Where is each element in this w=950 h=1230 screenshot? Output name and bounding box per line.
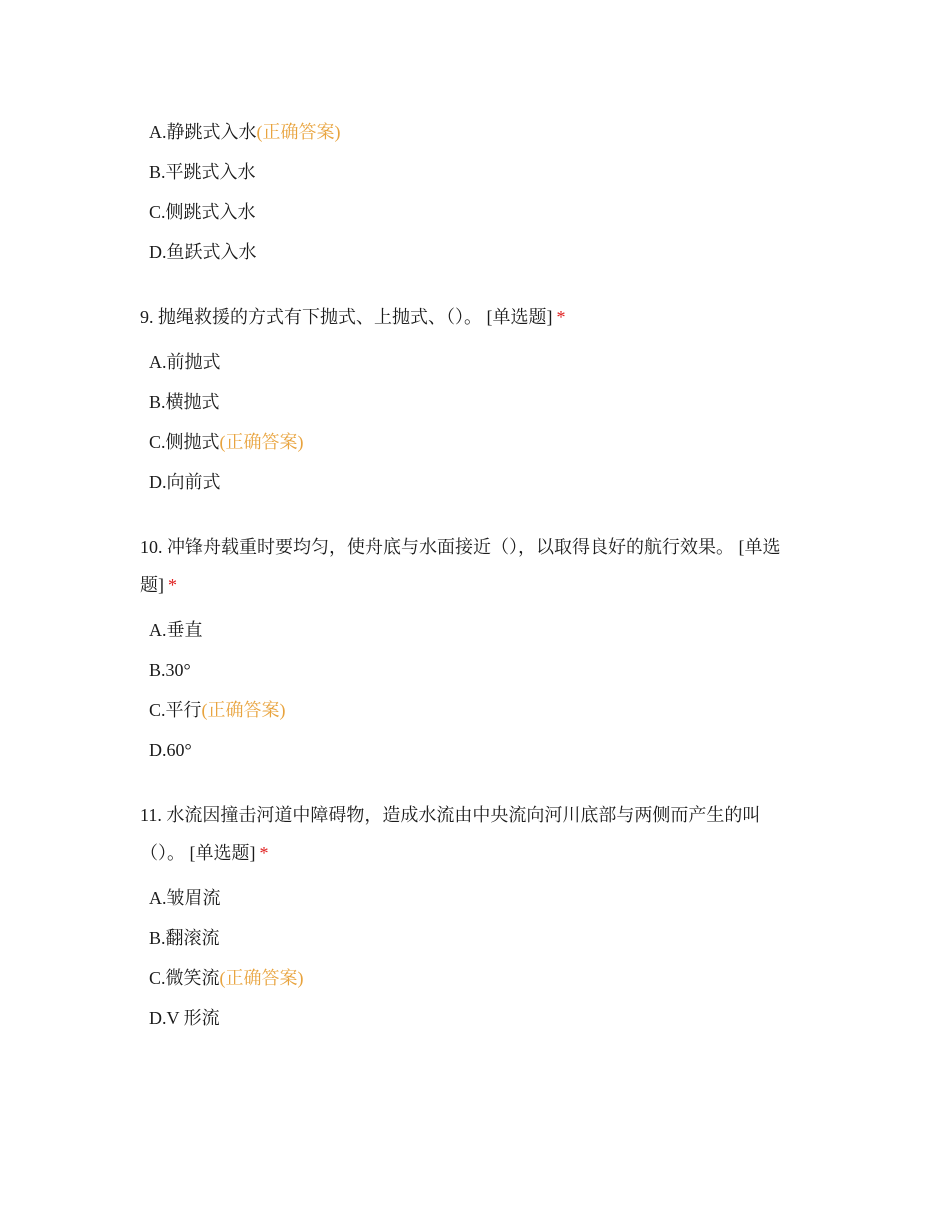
option-text: D.V 形流 [149,1008,220,1028]
option-text: B.横抛式 [149,392,220,412]
option-b [140,650,805,690]
option-text: B.30° [149,660,191,680]
option-b [140,918,805,958]
question-text: 9. 抛绳救援的方式有下抛式、上抛式、（）。 [单选题] [140,307,553,327]
option-text: A.静跳式入水 [149,122,257,142]
option-b [140,152,805,192]
option-text: A.垂直 [149,620,203,640]
option-text: A.皱眉流 [149,888,221,908]
option-d [140,998,805,1038]
option-text: B.平跳式入水 [149,162,256,182]
question-block-10 [140,528,805,770]
required-marker: * [259,843,269,863]
option-text: C.侧抛式 [149,432,220,452]
survey-answer-sheet [140,112,805,1064]
correct-answer-label: (正确答案) [219,432,304,452]
option-text: D.鱼跃式入水 [149,242,257,262]
question-text: 11. 水流因撞击河道中障碍物，造成水流由中央流向河川底部与两侧而产生的叫（）。 [单选题] [140,805,761,863]
option-text: D.60° [149,740,192,760]
option-a [140,610,805,650]
option-d [140,730,805,770]
option-c [140,192,805,232]
option-text: C.平行 [149,700,202,720]
option-text: A.前抛式 [149,352,221,372]
correct-answer-label: (正确答案) [219,968,304,988]
option-d [140,462,805,502]
question-block-8 [140,112,805,272]
option-a [140,342,805,382]
option-b [140,382,805,422]
option-c [140,422,805,462]
option-text: C.侧跳式入水 [149,202,256,222]
question-title [140,796,805,872]
question-block-11 [140,796,805,1038]
option-c [140,690,805,730]
option-text: D.向前式 [149,472,221,492]
option-c [140,958,805,998]
required-marker: * [556,307,566,327]
option-text: C.微笑流 [149,968,220,988]
option-text: B.翻滚流 [149,928,220,948]
option-a [140,112,805,152]
correct-answer-label: (正确答案) [256,122,341,142]
correct-answer-label: (正确答案) [201,700,286,720]
question-title [140,528,805,604]
option-d [140,232,805,272]
question-text: 10. 冲锋舟载重时要均匀，使舟底与水面接近（），以取得良好的航行效果。 [单选题] [140,537,781,595]
required-marker: * [168,575,177,595]
question-block-9 [140,298,805,502]
question-title [140,298,805,336]
option-a [140,878,805,918]
